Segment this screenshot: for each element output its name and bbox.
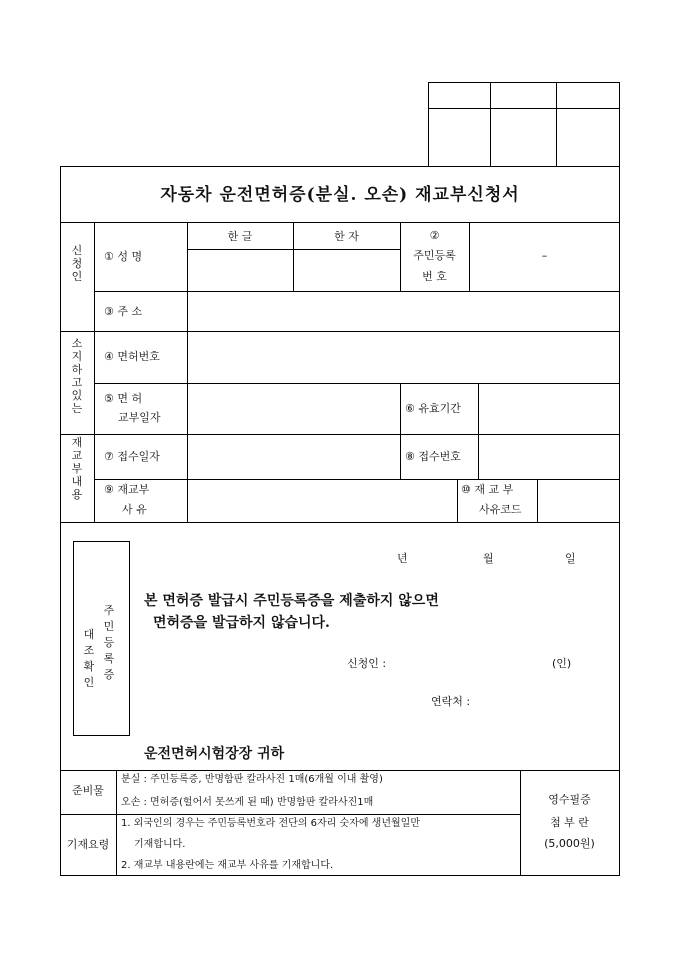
- issue-date-label-1: ⑤ 면 허: [104, 392, 143, 405]
- contact-field[interactable]: [488, 692, 613, 712]
- form-title: 자동차 운전면허증(분실. 오손) 재교부신청서: [160, 185, 520, 205]
- approval-cell-2[interactable]: [491, 109, 555, 165]
- id-check-label-1: 대조확인: [83, 628, 95, 689]
- valid-period-label: ⑥ 유효기간: [405, 402, 461, 415]
- valid-period-field[interactable]: [479, 384, 618, 433]
- issue-date-field[interactable]: [188, 384, 399, 433]
- guide-line-1: 1. 외국인의 경우는 주민등록번호라 전단의 6자리 숫자에 생년월일만: [121, 818, 420, 829]
- hanja-label: 한 자: [334, 230, 359, 243]
- addressee: 운전면허시험장장 귀하: [144, 746, 285, 762]
- issue-date-label-2: 교부일자: [118, 411, 161, 424]
- license-number-field[interactable]: [188, 332, 618, 382]
- contact-label: 연락처 :: [431, 695, 471, 708]
- notice-line-2: 면허증을 발급하지 않습니다.: [153, 615, 330, 631]
- name-label: ① 성 명: [104, 250, 143, 263]
- receipt-date-label: ⑦ 접수일자: [104, 450, 160, 463]
- signature-applicant-label: 신청인 :: [347, 657, 387, 670]
- name-hanja-field[interactable]: [294, 250, 399, 290]
- reason-code-field[interactable]: [538, 480, 618, 521]
- address-label: ③ 주 소: [104, 305, 143, 318]
- date-year-label: 년: [397, 552, 408, 565]
- stamp-line-2: 첨 부 란: [550, 816, 589, 829]
- guide-line-2: 기재합니다.: [134, 839, 186, 850]
- reason-label-2: 사 유: [122, 503, 147, 516]
- id-check-label-2: 주민등록증: [103, 604, 115, 681]
- date-month-label: 월: [483, 552, 494, 565]
- reason-field[interactable]: [188, 480, 456, 521]
- rrn-field[interactable]: –: [541, 249, 548, 262]
- reason-code-label-1: ⑩ 재 교 부: [461, 483, 514, 496]
- reason-code-label-2: 사유코드: [479, 503, 522, 516]
- prep-label: 준비물: [72, 784, 104, 797]
- name-hangul-field[interactable]: [188, 250, 292, 290]
- applicant-section-label: 신청인: [71, 244, 83, 283]
- receipt-number-field[interactable]: [479, 435, 618, 478]
- approval-cell-1[interactable]: [429, 109, 489, 165]
- seal-mark: (인): [552, 657, 572, 670]
- signature-applicant-field[interactable]: [400, 654, 545, 674]
- date-day-label: 일: [565, 552, 576, 565]
- stamp-line-3: (5,000원): [544, 837, 595, 850]
- approval-cell-3[interactable]: [557, 109, 618, 165]
- license-section-label: 소지하고있는: [71, 337, 83, 415]
- guide-label: 기재요령: [66, 838, 110, 851]
- license-number-label: ④ 면허번호: [104, 350, 160, 363]
- rrn-label-1: 주민등록: [413, 249, 456, 262]
- receipt-number-label: ⑧ 접수번호: [405, 450, 461, 463]
- rrn-number: ②: [429, 229, 440, 242]
- hangul-label: 한 글: [227, 230, 253, 243]
- prep-line-2: 오손 : 면허증(헐어서 못쓰게 된 때) 반명함판 칼라사진1매: [121, 797, 374, 808]
- rrn-label-2: 번 호: [422, 270, 447, 283]
- guide-line-3: 2. 재교부 내용란에는 재교부 사유를 기재합니다.: [121, 860, 334, 871]
- address-field[interactable]: [188, 292, 618, 330]
- notice-line-1: 본 면허증 발급시 주민등록증을 제출하지 않으면: [144, 593, 439, 609]
- reissue-section-label: 재교부내용: [71, 436, 83, 501]
- stamp-line-1: 영수필증: [548, 793, 591, 806]
- prep-line-1: 분실 : 주민등록증, 반명함판 칼라사진 1매(6개월 이내 촬영): [121, 774, 383, 785]
- receipt-date-field[interactable]: [188, 435, 399, 478]
- reason-label-1: ⑨ 재교부: [104, 483, 150, 496]
